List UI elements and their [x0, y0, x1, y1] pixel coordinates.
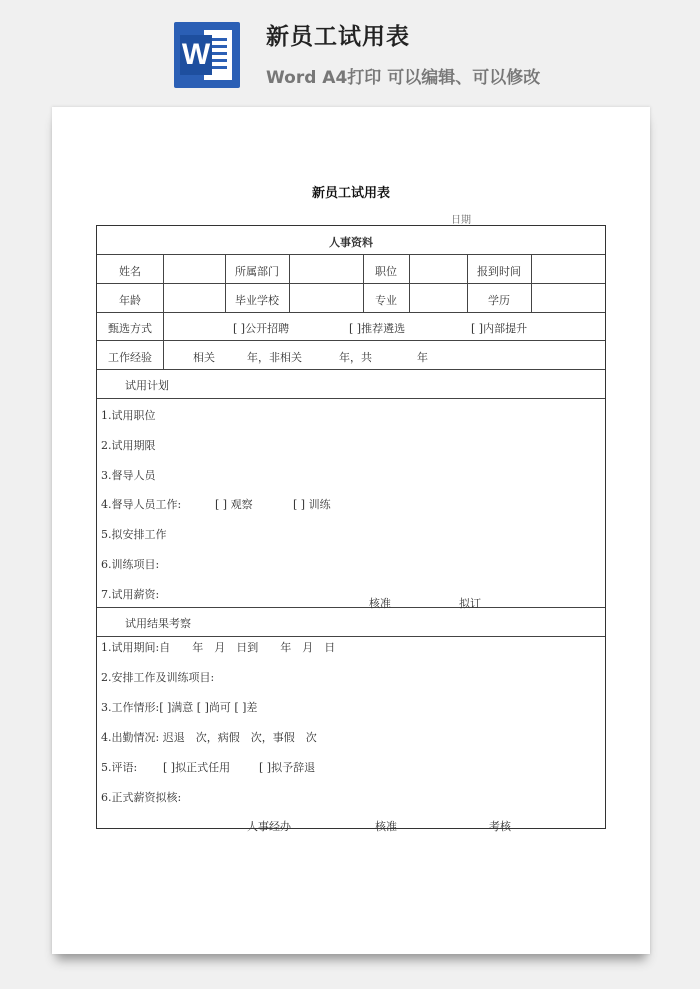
age-label: 年龄	[119, 294, 141, 307]
plan-item-period: 2.试用期限	[101, 439, 156, 452]
result-item-attendance: 4.出勤情况: 迟退 次，病假 次，事假 次	[101, 731, 317, 744]
result-item-comment: 5.评语:	[101, 761, 138, 774]
major-label: 专业	[375, 294, 397, 307]
option-observe: [ ] 观察	[215, 498, 253, 511]
page-header	[0, 0, 700, 104]
name-label: 姓名	[119, 265, 141, 278]
app-title: 新员工试用表	[266, 24, 410, 50]
exp-year-label: 年	[417, 351, 428, 364]
plan-item-supervisor-work: 4.督导人员工作:	[101, 498, 182, 511]
result-approve-label: 核准	[375, 820, 397, 833]
word-letter: W	[180, 35, 212, 75]
plan-item-salary: 7.试用薪资:	[101, 588, 160, 601]
position-label: 职位	[375, 265, 397, 278]
trial-plan-title: 试用计划	[125, 379, 169, 392]
document-page	[52, 107, 650, 954]
plan-approve-label: 核准	[369, 597, 391, 610]
trial-form-table	[96, 225, 606, 833]
option-train: [ ] 训练	[293, 498, 331, 511]
option-referral: [ ]推荐遴选	[349, 322, 406, 335]
hr-handler-label: 人事经办	[247, 820, 291, 833]
plan-item-position: 1.试用职位	[101, 409, 156, 422]
exp-total-label: 年，共	[339, 351, 372, 364]
document-title: 新员工试用表	[311, 186, 390, 201]
review-label: 考核	[489, 820, 511, 833]
option-public-recruit: [ ]公开招聘	[233, 322, 290, 335]
result-item-work-status: 3.工作情形:[ ]满意 [ ]尚可 [ ]差	[101, 701, 258, 714]
department-label: 所属部门	[235, 265, 279, 278]
result-item-period: 1.试用期间:自 年 月 日到 年 月 日	[101, 641, 336, 654]
trial-result-title: 试用结果考察	[125, 617, 191, 630]
report-time-label: 报到时间	[477, 265, 521, 278]
plan-draft-label: 拟订	[459, 597, 481, 610]
option-dismiss: [ ]拟予辞退	[259, 761, 316, 774]
app-subtitle: Word A4打印 可以编辑、可以修改	[266, 68, 541, 88]
education-label: 学历	[488, 294, 510, 307]
option-hire: [ ]拟正式任用	[163, 761, 231, 774]
personnel-section-title: 人事资料	[329, 236, 373, 249]
result-item-salary: 6.正式薪资拟核:	[101, 791, 182, 804]
date-label: 日期	[451, 215, 471, 226]
exp-related-label: 相关	[193, 351, 215, 364]
selection-method-label: 甄选方式	[108, 322, 152, 335]
school-label: 毕业学校	[235, 294, 279, 307]
word-icon	[174, 22, 240, 88]
plan-item-training: 6.训练项目:	[101, 558, 160, 571]
plan-item-supervisor: 3.督导人员	[101, 469, 156, 482]
plan-item-work: 5.拟安排工作	[101, 528, 167, 541]
exp-unrelated-label: 年，非相关	[247, 351, 302, 364]
option-internal-promotion: [ ]内部提升	[471, 322, 528, 335]
result-item-work-training: 2.安排工作及训练项目:	[101, 671, 215, 684]
work-experience-label: 工作经验	[108, 351, 152, 364]
